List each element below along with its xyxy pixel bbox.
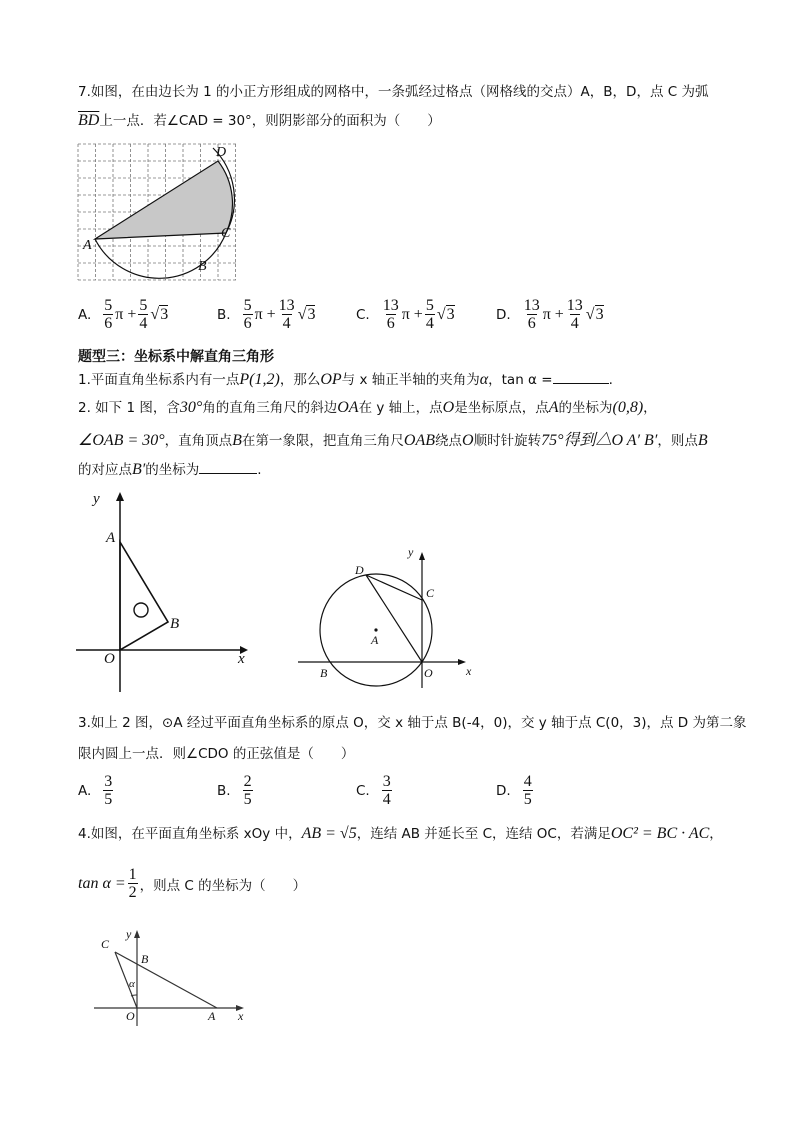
fig2-O: O	[424, 666, 433, 680]
fig1-B: B	[170, 616, 180, 632]
q7-label-D: D	[216, 145, 227, 160]
fig1-A: A	[106, 530, 116, 546]
q7-option-d[interactable]: D. $\frac{13}{6}$ π + $\frac{13}{4}$ √3	[496, 297, 604, 332]
figure-3	[90, 924, 250, 1028]
q3-option-c[interactable]: C. $\frac{3}{4}$	[356, 773, 391, 808]
fig3-y-arrow	[134, 930, 140, 938]
q1-text: 1.平面直角坐标系内有一点P(1,2)，那么OP与 x 轴正半轴的夹角为α，tan α = .	[78, 371, 613, 388]
q7-shaded-region	[95, 161, 232, 239]
q7-label-A: A	[83, 238, 92, 253]
q1-answer-blank[interactable]	[553, 371, 609, 384]
fig2-y: y	[408, 545, 414, 559]
q2-answer-blank[interactable]	[199, 461, 257, 474]
fig2-C: C	[426, 586, 435, 600]
fig3-angle-arc	[131, 995, 137, 996]
fig3-y: y	[126, 927, 132, 941]
q7-option-a[interactable]: A. $\frac{5}{6}$ π + $\frac{5}{4}$ √3	[78, 297, 169, 332]
q7-line1: 7.如图，在由边长为 1 的小正方形组成的网格中，一条弧经过格点（网格线的交点）A，B，D，点 C 为弧	[78, 84, 709, 100]
fig2-B: B	[320, 666, 328, 680]
fig2-x: x	[466, 664, 472, 678]
q7-line2	[78, 109, 441, 130]
fig1-O: O	[104, 651, 115, 667]
fig3-B: B	[141, 952, 149, 966]
fig1-y: y	[93, 491, 100, 507]
fig3-O: O	[126, 1009, 135, 1023]
fig3-A: A	[208, 1009, 216, 1023]
fig2-x-arrow	[458, 659, 466, 665]
q3-option-a[interactable]: A. $\frac{3}{5}$	[78, 773, 113, 808]
q4-line1: 4.如图，在平面直角坐标系 xOy 中，AB = √5，连结 AB 并延长至 C，连结 OC，若满足OC² = BC · AC，	[78, 825, 723, 842]
fig2-D: D	[355, 563, 364, 577]
q7-grid-figure	[76, 140, 240, 282]
fig2-center-dot	[374, 628, 377, 631]
q7-label-C: C	[221, 226, 231, 241]
fig3-x: x	[238, 1009, 244, 1023]
q7-option-b[interactable]: B. $\frac{5}{6}$ π + $\frac{13}{4}$ √3	[217, 297, 316, 332]
q7-option-c[interactable]: C. $\frac{13}{6}$ π + $\frac{5}{4}$ √3	[356, 297, 455, 332]
fig1-x: x	[238, 651, 245, 667]
q3-option-d[interactable]: D. $\frac{4}{5}$	[496, 773, 532, 808]
q2-line2: ∠OAB = 30°，直角顶点B在第一象限，把直角三角尺OAB绕点O顺时针旋转75°得到△O A′ B′，则点B	[78, 432, 708, 449]
q2-line1: 2. 如下 1 图，含30°角的直角三角尺的斜边OA在 y 轴上，点O是坐标原点，点A的坐标为(0,8)，	[78, 399, 657, 416]
q3-option-b[interactable]: B. $\frac{2}{5}$	[217, 773, 252, 808]
q7-line2-text: 上一点．若∠CAD = 30°，则阴影部分的面积为（ ）	[99, 113, 441, 129]
q2-line3: 的对应点B′的坐标为 .	[78, 461, 262, 478]
q3-line2: 限内圆上一点．则∠CDO 的正弦值是（ ）	[78, 746, 355, 762]
q7-label-B: B	[198, 259, 207, 274]
q4-line2: tan α = $\frac{1}{2}$ ，则点 C 的坐标为（ ）	[78, 866, 307, 901]
fig1-hole	[134, 603, 148, 617]
q3-line1: 3.如上 2 图，⊙A 经过平面直角坐标系的原点 O，交 x 轴于点 B(-4，0)，交 y 轴于点 C(0，3)，点 D 为第二象	[78, 715, 747, 731]
section-heading: 题型三：坐标系中解直角三角形	[78, 349, 274, 365]
fig2-y-arrow	[419, 552, 425, 560]
q7-arc-bd: $\overline{BD}$	[78, 112, 100, 129]
fig3-C: C	[101, 937, 110, 951]
fig1-y-arrow	[116, 492, 124, 501]
fig1-triangle	[120, 542, 168, 650]
fig2-A: A	[371, 633, 379, 647]
fig3-alpha: α	[129, 978, 135, 990]
